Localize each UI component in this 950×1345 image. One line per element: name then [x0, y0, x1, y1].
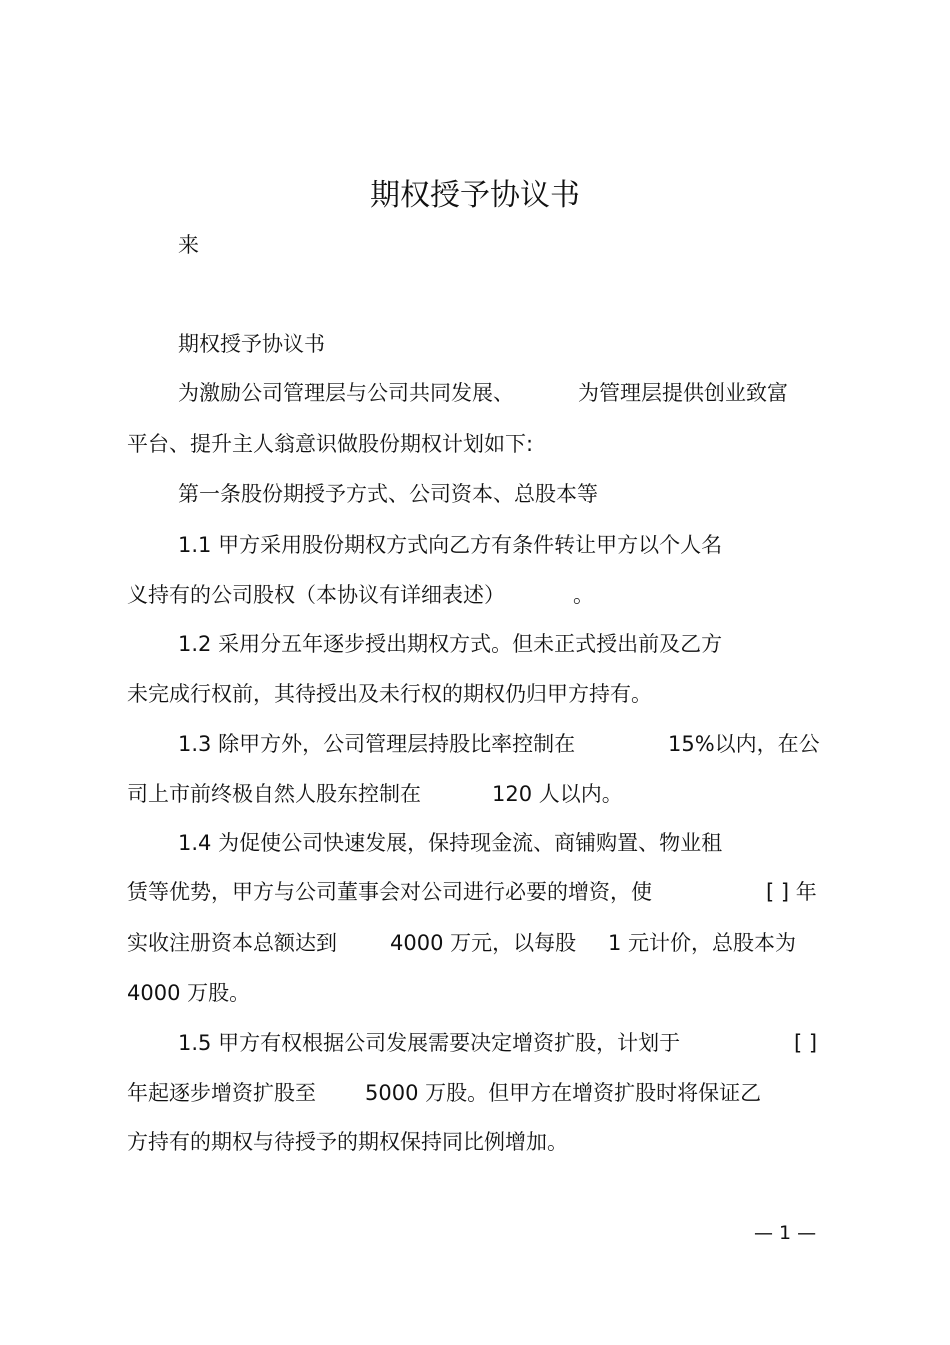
clause-1-1-line-1: 1.1 甲方采用股份期权方式向乙方有条件转让甲方以个人名	[178, 533, 723, 557]
clause-1-3-line-1a: 1.3 除甲方外，公司管理层持股比率控制在	[178, 732, 576, 756]
clause-1-2-line-2: 未完成行权前，其待授出及未行权的期权仍归甲方持有。	[127, 682, 652, 706]
page-number: — 1 —	[754, 1222, 817, 1244]
clause-1-5-line-2a: 年起逐步增资扩股至	[127, 1081, 316, 1105]
intro-line-1a: 为激励公司管理层与公司共同发展、	[178, 381, 514, 405]
subtitle: 期权授予协议书	[178, 332, 325, 356]
clause-1-5-line-3: 方持有的期权与待授予的期权保持同比例增加。	[127, 1130, 568, 1154]
clause-1-1-line-2a: 义持有的公司股权（本协议有详细表述）	[127, 583, 505, 607]
source-line: 来	[178, 233, 199, 257]
clause-1-4-line-2b: [ ] 年	[766, 880, 817, 904]
document-title: 期权授予协议书	[370, 178, 580, 213]
clause-1-4-line-3b: 4000 万元，以每股	[390, 931, 577, 955]
clause-1-1-line-2b: 。	[573, 583, 594, 607]
clause-1-5-line-1a: 1.5 甲方有权根据公司发展需要决定增资扩股，计划于	[178, 1031, 681, 1055]
clause-1-4-line-2a: 赁等优势，甲方与公司董事会对公司进行必要的增资，使	[127, 880, 652, 904]
clause-1-2-line-1: 1.2 采用分五年逐步授出期权方式。但未正式授出前及乙方	[178, 632, 723, 656]
intro-line-1b: 为管理层提供创业致富	[578, 381, 788, 405]
clause-1-4-line-3c: 1 元计价，总股本为	[608, 931, 797, 955]
clause-1-3-line-2b: 120 人以内。	[492, 782, 623, 806]
clause-1-4-line-1: 1.4 为促使公司快速发展，保持现金流、商铺购置、物业租	[178, 831, 723, 855]
clause-1-5-line-2b: 5000 万股。但甲方在增资扩股时将保证乙	[365, 1081, 762, 1105]
clause-1-4-line-4: 4000 万股。	[127, 981, 251, 1005]
clause-1-3-line-2a: 司上市前终极自然人股东控制在	[127, 782, 421, 806]
article-1-heading: 第一条股份期授予方式、公司资本、总股本等	[178, 482, 598, 506]
intro-line-2: 平台、提升主人翁意识做股份期权计划如下:	[127, 432, 534, 456]
clause-1-4-line-3a: 实收注册资本总额达到	[127, 931, 337, 955]
clause-1-5-line-1b: [ ]	[794, 1031, 818, 1055]
clause-1-3-line-1b: 15%以内，在公	[668, 732, 820, 756]
